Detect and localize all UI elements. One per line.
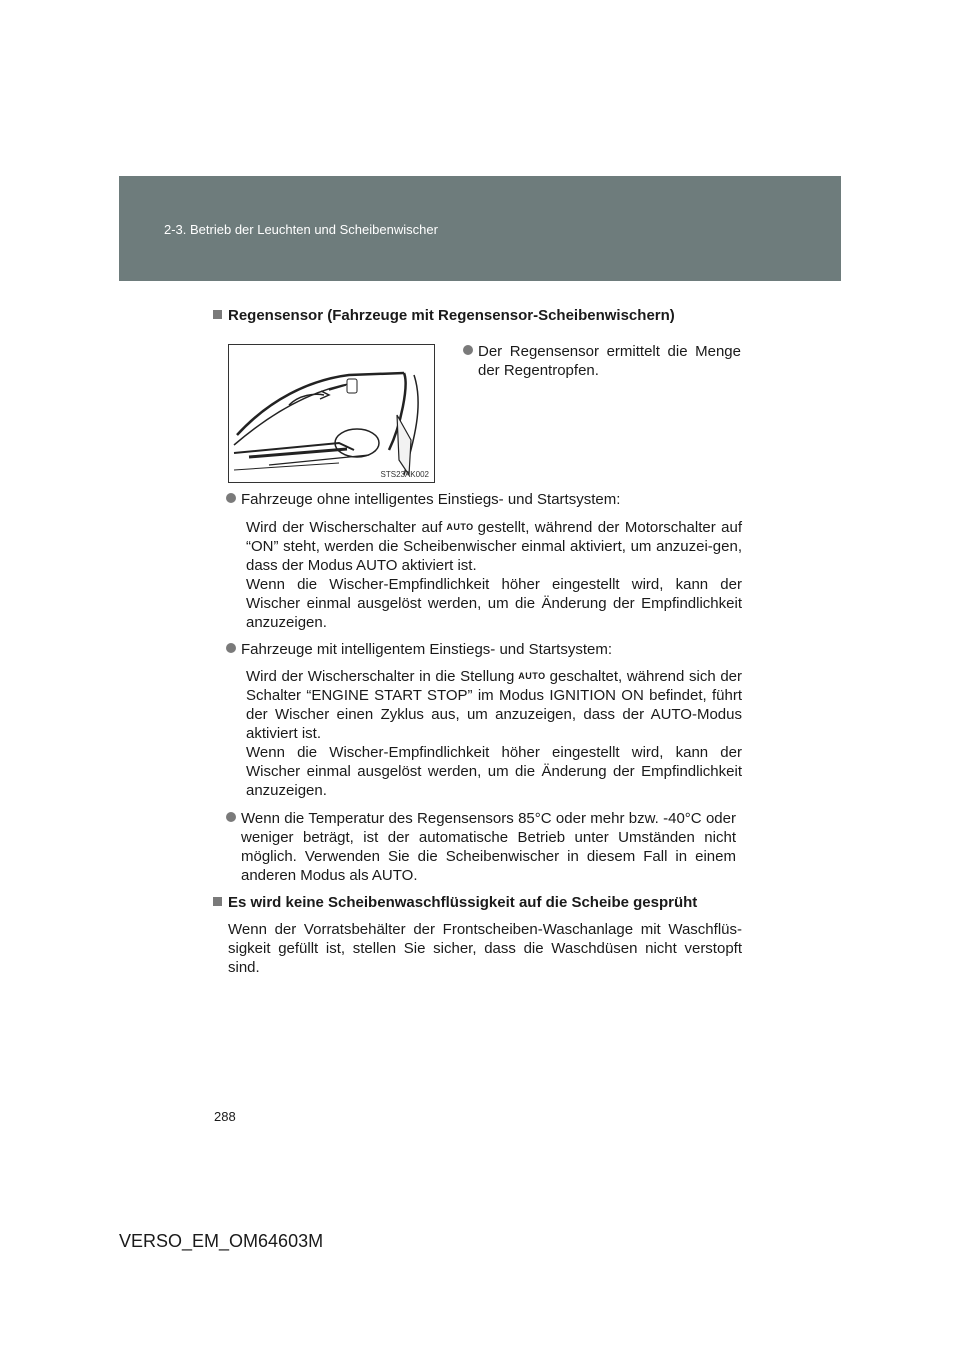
bullet-temperatur: Wenn die Temperatur des Regensensors 85°C oder mehr bzw. -40°C oder weniger beträgt, ist der automatische Betrieb unter Umständen nicht möglich. Verwenden Sie die Scheibenwischer in diesem Fall in einem anderen Modus als AUTO. bbox=[226, 809, 736, 885]
auto-mode-icon: AUTO bbox=[518, 671, 546, 681]
windshield-sensor-icon bbox=[229, 345, 434, 482]
round-bullet-icon bbox=[226, 493, 236, 503]
auto-mode-icon: AUTO bbox=[446, 522, 474, 532]
square-bullet-icon bbox=[213, 310, 222, 319]
square-bullet-icon bbox=[213, 897, 222, 906]
section-title-regensensor: Regensensor (Fahrzeuge mit Regensensor-Scheibenwischern) bbox=[213, 307, 675, 324]
paragraph-mit-system: Wird der Wischerschalter in die Stellung AUTO geschaltet, während sich der Schalter “ENGINE START STOP” im Modus IGNITION ON befindet, führt der Wischer einen Zyklus aus, um anzuzeigen, dass der AUTO-Modus aktiviert ist. Wenn die Wischer-Empfindlichkeit höher eingestellt wird, kann der Wischer einmal ausgelöst werden, um die Änderung der Empfindlichkeit anzuzeigen. bbox=[246, 668, 742, 799]
bullet-mit-system: Fahrzeuge mit intelligentem Einstiegs- und Startsystem: bbox=[226, 641, 612, 658]
header-band bbox=[119, 176, 841, 281]
paragraph-waschfluessigkeit: Wenn der Vorratsbehälter der Frontscheiben-Waschanlage mit Waschflüs-sigkeit gefüllt ist, stellen Sie sicher, dass die Waschdüsen nicht verstopft sind. bbox=[228, 921, 742, 976]
round-bullet-icon bbox=[463, 345, 473, 355]
section-title-waschfluessigkeit: Es wird keine Scheibenwaschflüssigkeit auf die Scheibe gesprüht bbox=[213, 894, 697, 911]
bullet-ohne-system: Fahrzeuge ohne intelligentes Einstiegs- und Startsystem: bbox=[226, 491, 620, 508]
note-regensensor: Der Regensensor ermittelt die Menge der Regentropfen. bbox=[463, 342, 741, 380]
document-code: VERSO_EM_OM64603M bbox=[119, 1231, 324, 1251]
section-header: 2-3. Betrieb der Leuchten und Scheibenwischer bbox=[164, 222, 438, 237]
figure-code: STS23AK002 bbox=[380, 470, 429, 479]
windshield-illustration bbox=[228, 344, 435, 483]
paragraph-ohne-system: Wird der Wischerschalter auf AUTO gestellt, während der Motorschalter auf “ON” steht, werden die Scheibenwischer einmal aktiviert, um anzuzei-gen, dass der Modus AUTO aktiviert ist. Wenn die Wischer-Empfindlichkeit höher eingestellt wird, kann der Wischer einmal ausgelöst werden, um die Änderung der Empfindlichkeit anzuzeigen. bbox=[246, 519, 742, 631]
page-number: 288 bbox=[214, 1109, 236, 1124]
round-bullet-icon bbox=[226, 643, 236, 653]
round-bullet-icon bbox=[226, 812, 236, 822]
